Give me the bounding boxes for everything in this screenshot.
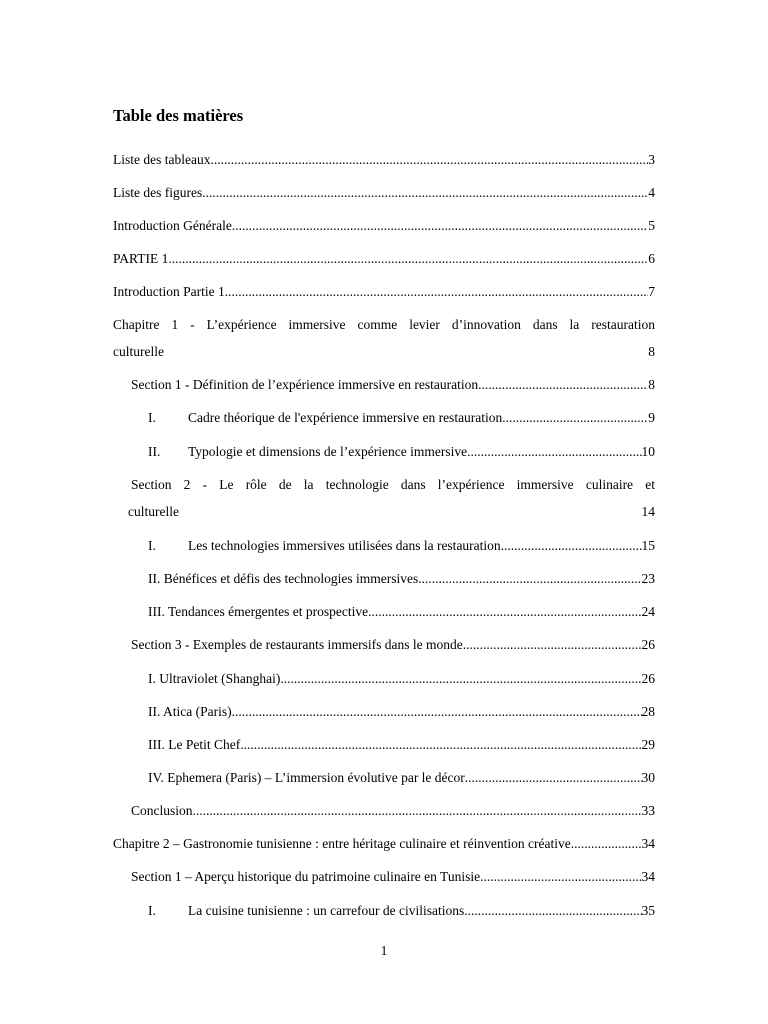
toc-entry-label: culturelle: [128, 504, 179, 519]
toc-entry-label-line1: [131, 477, 655, 493]
dot-leader: [280, 671, 641, 687]
dot-leader: [240, 737, 641, 753]
dot-leader: [501, 538, 642, 554]
toc-entry-le-petit-chef[interactable]: [148, 737, 655, 753]
toc-entry-label: culturelle: [113, 344, 164, 359]
toc-entry-page: 15: [641, 538, 655, 553]
dot-leader: [232, 218, 648, 234]
toc-entry-label: Liste des figures: [113, 185, 203, 200]
dot-leader: [465, 770, 642, 786]
toc-entry-number: I.: [148, 903, 156, 918]
toc-entry-liste-des-figures[interactable]: [113, 185, 655, 201]
word: de: [278, 477, 292, 492]
toc-entry-page: 4: [648, 185, 655, 200]
toc-entry-page: 23: [641, 571, 655, 586]
dot-leader: [193, 803, 642, 819]
toc-entry-label: III. Tendances émergentes et prospective: [148, 604, 369, 619]
word: la: [569, 317, 580, 332]
toc-entry-introduction-partie-1[interactable]: [113, 284, 655, 300]
toc-entry-section-2[interactable]: [128, 477, 655, 519]
word: et: [645, 477, 655, 492]
toc-entry-page: 30: [641, 770, 655, 785]
toc-entry-page: 26: [641, 671, 655, 686]
toc-entry-number: I.: [148, 538, 156, 553]
toc-entry-label: Introduction Générale: [113, 218, 232, 233]
toc-entry-page: 24: [641, 604, 655, 619]
word: 1: [171, 317, 179, 332]
toc-entry-tendances[interactable]: [148, 604, 655, 620]
dot-leader: [225, 284, 649, 300]
word: restauration: [591, 317, 655, 332]
word: l’expérience: [437, 477, 505, 492]
toc-entry-label: Conclusion: [131, 803, 193, 818]
toc-entry-page: 8: [648, 344, 655, 359]
toc-entry-liste-des-tableaux[interactable]: [113, 152, 655, 168]
toc-entry-cadre-theorique[interactable]: [148, 410, 655, 426]
toc-entry-page: 33: [641, 803, 655, 818]
toc-entry-atica[interactable]: [148, 704, 655, 720]
word: dans: [532, 317, 558, 332]
toc-entry-label: Introduction Partie 1: [113, 284, 225, 299]
word: levier: [409, 317, 440, 332]
toc-entry-page: 26: [641, 637, 655, 652]
toc-entry-page: 5: [648, 218, 655, 233]
toc-entry-label: Cadre théorique de l'expérience immersive en restauration: [188, 410, 503, 425]
word: rôle: [245, 477, 267, 492]
toc-entry-label: Typologie et dimensions de l’expérience immersive: [188, 444, 468, 459]
word: immersive: [288, 317, 346, 332]
dot-leader: [418, 571, 641, 587]
toc-entry-label: Chapitre 2 – Gastronomie tunisienne : entre héritage culinaire et réinvention créative: [113, 836, 571, 851]
toc-entry-label: La cuisine tunisienne : un carrefour de civilisations: [188, 903, 465, 918]
toc-entry-number: II.: [148, 444, 161, 459]
toc-entry-page: 9: [648, 410, 655, 425]
toc-entry-label-line2: [113, 344, 655, 360]
toc-entry-page: 6: [648, 251, 655, 266]
word: dans: [400, 477, 426, 492]
toc-entry-chapitre-1[interactable]: [113, 317, 655, 359]
toc-entry-label: Liste des tableaux: [113, 152, 211, 167]
dot-leader: [463, 637, 642, 653]
toc-entry-ephemera[interactable]: [148, 770, 655, 786]
toc-entry-section-1[interactable]: [131, 377, 655, 393]
toc-entry-label: IV. Ephemera (Paris) – L’immersion évolutive par le décor: [148, 770, 465, 785]
toc-entry-page: 10: [641, 444, 655, 459]
toc-entry-page: 8: [648, 377, 655, 392]
toc-entry-benefices-defis[interactable]: [148, 571, 655, 587]
toc-entry-page: 34: [641, 836, 655, 851]
word: culinaire: [585, 477, 634, 492]
toc-entry-page: 3: [648, 152, 655, 167]
dot-leader: [480, 869, 641, 885]
dot-leader: [502, 410, 648, 426]
dot-leader: [464, 903, 641, 919]
toc-entry-label: III. Le Petit Chef: [148, 737, 241, 752]
word: comme: [357, 317, 398, 332]
word: technologie: [325, 477, 389, 492]
page-number: 1: [380, 943, 388, 958]
toc-entry-page: 7: [648, 284, 655, 299]
toc-entry-label: II. Bénéfices et défis des technologies immersives: [148, 571, 419, 586]
word: Section: [131, 477, 172, 492]
toc-entry-partie-1[interactable]: [113, 251, 655, 267]
toc-entry-ultraviolet[interactable]: [148, 671, 655, 687]
toc-entry-label: Les technologies immersives utilisées dans la restauration: [188, 538, 501, 553]
toc-title: Table des matières: [113, 106, 244, 125]
toc-entry-label-line2: [128, 504, 655, 520]
toc-entry-label: Section 3 - Exemples de restaurants immersifs dans le monde: [131, 637, 463, 652]
dot-leader: [467, 444, 641, 460]
dot-leader: [232, 704, 642, 720]
word: la: [303, 477, 314, 492]
toc-entry-chapitre-2[interactable]: [113, 836, 655, 852]
toc-entry-page: 28: [641, 704, 655, 719]
toc-entry-typologie[interactable]: [148, 444, 655, 460]
toc-entry-label: Section 1 - Définition de l’expérience immersive en restauration: [131, 377, 479, 392]
toc-entry-introduction-generale[interactable]: [113, 218, 655, 234]
toc-entry-section-3[interactable]: [131, 637, 655, 653]
toc-entry-label: II. Atica (Paris): [148, 704, 232, 719]
word: -: [202, 477, 208, 492]
toc-entry-label-line1: [113, 317, 655, 333]
dot-leader: [368, 604, 641, 620]
dot-leader: [168, 251, 648, 267]
word: L’expérience: [206, 317, 277, 332]
dot-leader: [571, 836, 642, 852]
toc-entry-page: 29: [641, 737, 655, 752]
toc-entry-label: PARTIE 1: [113, 251, 169, 266]
toc-entry-technologies-immersives[interactable]: [148, 538, 655, 554]
dot-leader: [202, 185, 648, 201]
toc-entry-label: I. Ultraviolet (Shanghai): [148, 671, 281, 686]
dot-leader: [478, 377, 648, 393]
word: immersive: [516, 477, 574, 492]
toc-entry-cuisine-tunisienne[interactable]: [148, 903, 655, 919]
toc-entry-number: I.: [148, 410, 156, 425]
word: Chapitre: [113, 317, 160, 332]
word: 2: [183, 477, 191, 492]
toc-entry-page: 35: [641, 903, 655, 918]
word: -: [190, 317, 195, 332]
toc-entry-page: 14: [641, 504, 655, 519]
toc-entry-page: 34: [641, 869, 655, 884]
word: d’innovation: [451, 317, 521, 332]
toc-entry-conclusion[interactable]: [131, 803, 655, 819]
toc-entry-chapitre-2-section-1[interactable]: [131, 869, 655, 885]
toc-entry-label: Section 1 – Aperçu historique du patrimoine culinaire en Tunisie: [131, 869, 481, 884]
dot-leader: [210, 152, 648, 168]
word: Le: [219, 477, 234, 492]
